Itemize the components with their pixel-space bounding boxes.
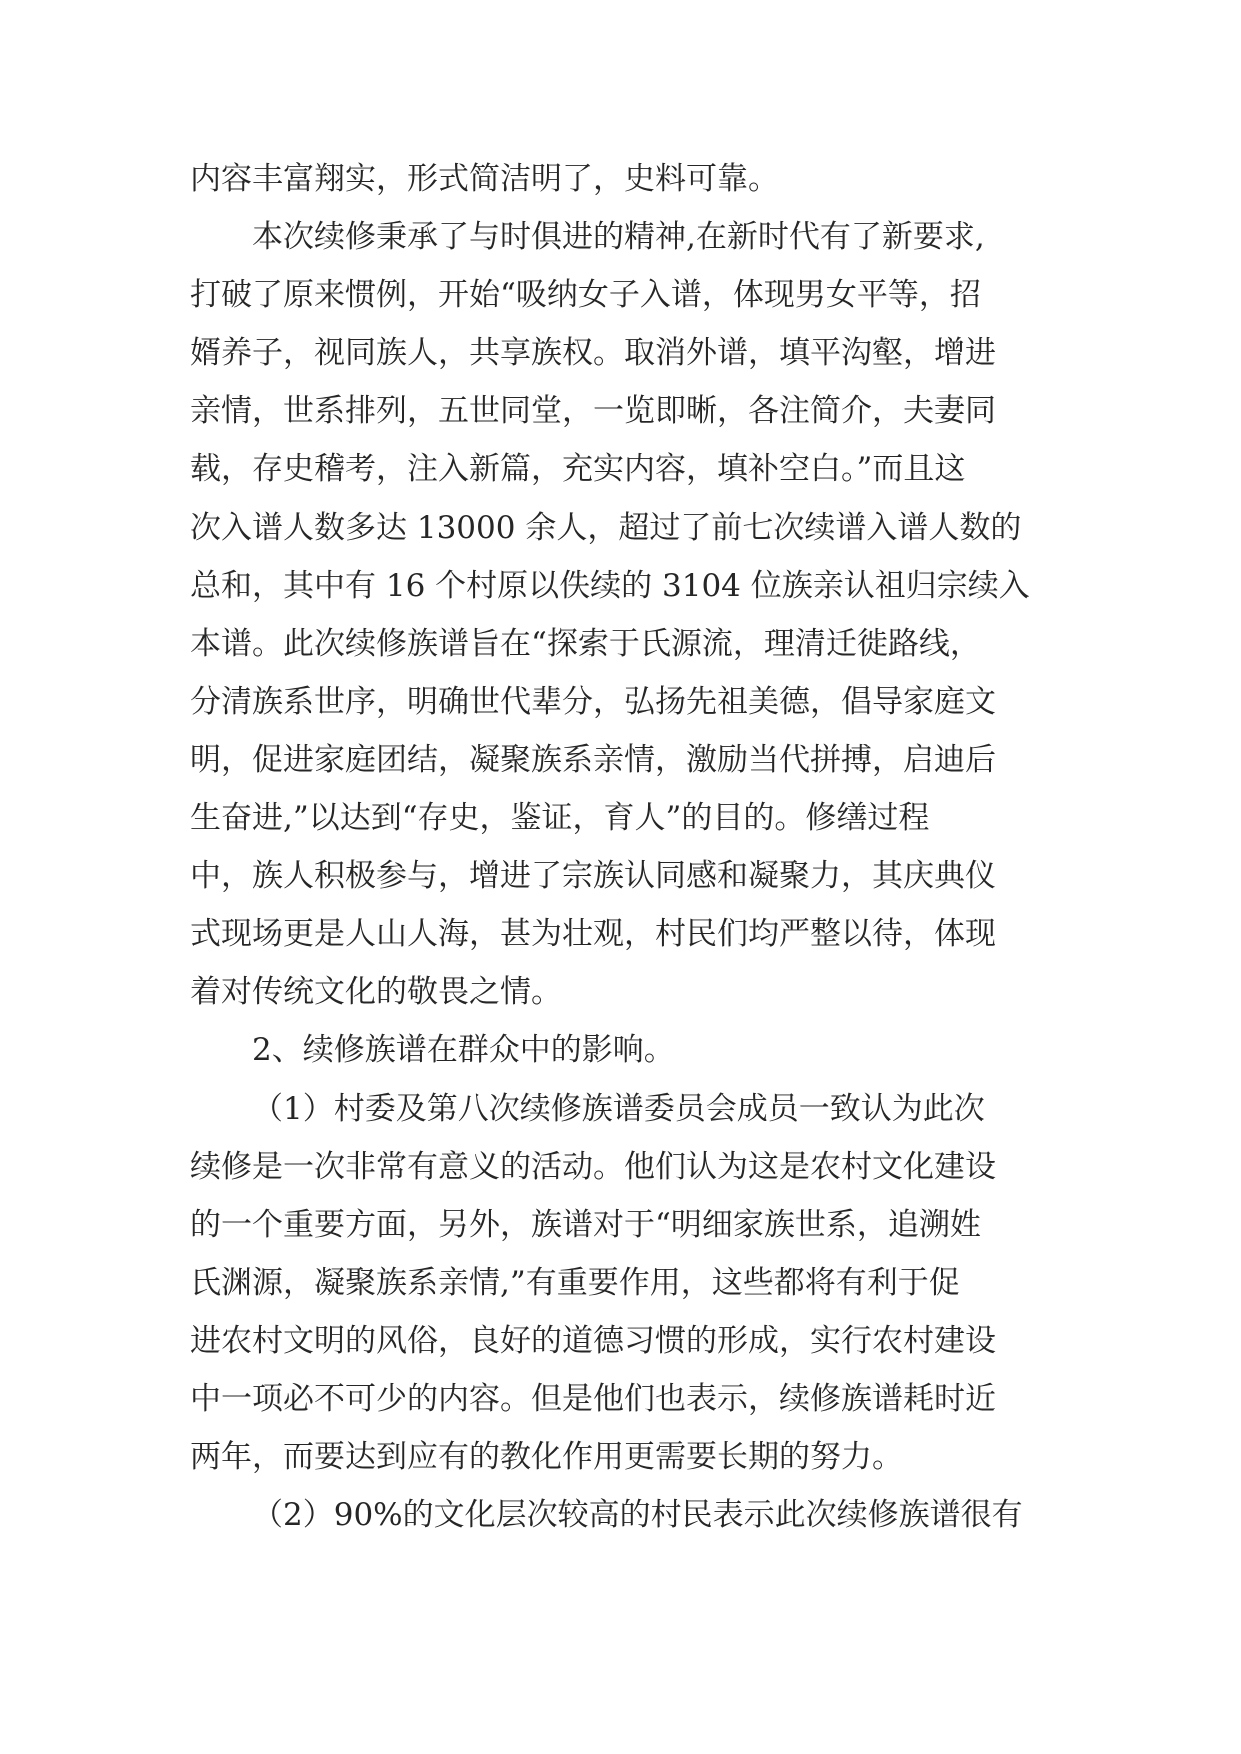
text-line: 中，族人积极参与，增进了宗族认同感和凝聚力，其庆典仪 — [190, 858, 996, 895]
text-line: 分清族系世序，明确世代辈分，弘扬先祖美德，倡导家庭文 — [190, 683, 996, 720]
text-line: 本谱。此次续修族谱旨在“探索于氏源流，理清迁徙路线， — [190, 625, 981, 662]
text-line: 内容丰富翔实，形式简洁明了，史料可靠。 — [190, 161, 779, 197]
text-line: 的一个重要方面，另外，族谱对于“明细家族世系，追溯姓 — [190, 1206, 981, 1243]
text-line: 着对传统文化的敬畏之情。 — [190, 974, 562, 1011]
text-line: 续修是一次非常有意义的活动。他们认为这是农村文化建设 — [190, 1148, 996, 1185]
text-line: （2）90%的文化层次较高的村民表示此次续修族谱很有 — [252, 1497, 1023, 1534]
text-line: 本次续修秉承了与时俱进的精神,在新时代有了新要求, — [252, 219, 985, 256]
text-line: （1）村委及第八次续修族谱委员会成员一致认为此次 — [252, 1090, 985, 1127]
text-line: 次入谱人数多达 13000 余人，超过了前七次续谱入谱人数的 — [190, 509, 1022, 546]
text-line: 氏渊源，凝聚族系亲情,”有重要作用，这些都将有利于促 — [190, 1264, 960, 1301]
text-line: 2、续修族谱在群众中的影响。 — [252, 1032, 675, 1069]
text-line: 总和，其中有 16 个村原以佚续的 3104 位族亲认祖归宗续入 — [190, 567, 1030, 604]
text-line: 生奋进,”以达到“存史，鉴证，育人”的目的。修缮过程 — [190, 800, 930, 837]
body-text — [190, 150, 1070, 1544]
text-line: 式现场更是人山人海，甚为壮观，村民们均严整以待，体现 — [190, 916, 996, 953]
text-line: 载，存史稽考，注入新篇，充实内容，填补空白。”而且这 — [190, 451, 966, 488]
text-line: 亲情，世系排列，五世同堂，一览即晰，各注简介，夫妻同 — [190, 393, 996, 430]
text-line: 中一项必不可少的内容。但是他们也表示，续修族谱耗时近 — [190, 1380, 996, 1417]
text-line: 明，促进家庭团结，凝聚族系亲情，激励当代拼搏，启迪后 — [190, 741, 996, 778]
text-line: 进农村文明的风俗，良好的道德习惯的形成，实行农村建设 — [190, 1322, 996, 1359]
text-line: 打破了原来惯例，开始“吸纳女子入谱，体现男女平等，招 — [190, 277, 981, 314]
text-line: 婿养子，视同族人，共享族权。取消外谱，填平沟壑，增进 — [190, 335, 996, 372]
text-line: 两年，而要达到应有的教化作用更需要长期的努力。 — [190, 1439, 903, 1476]
